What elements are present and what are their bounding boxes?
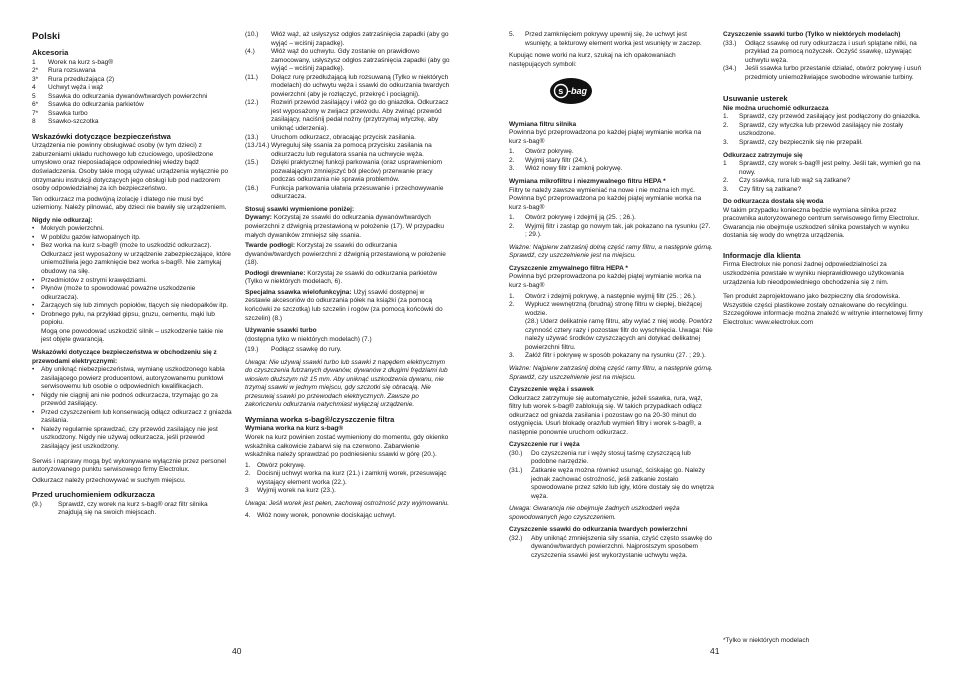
bag-step-5: 5. Przed zamknięciem pokrywy upewnij się, że uchwyt jest wsunięty, a tekturowy element worka jest wsunięty w zaczep. bbox=[509, 31, 702, 47]
bullet-text: Aby uniknąć niebezpieczeństwa, wymianę uszkodzonego kabla zasilającego powierz producentowi, autoryzowanemu punktowi serwisowemu lub osobie o odpowiednich kwalifikacjach. bbox=[41, 366, 225, 391]
nozzle-item bbox=[245, 289, 450, 323]
item-number: 2. bbox=[245, 470, 251, 478]
bullet-text: Przed czyszczeniem lub konserwacją odłącz odkurzacz z gniazda zasilania. bbox=[41, 408, 232, 425]
item-text: Do czyszczenia rur i węży stosuj taśmę czyszczącą lub podobne narzędzie. bbox=[531, 449, 691, 466]
item-number: (34.) bbox=[723, 65, 737, 73]
bullet-icon: • bbox=[32, 233, 35, 241]
item-text: Włóż wąż do uchwytu. Gdy zostanie on prawidłowo zamocowany, usłyszysz odgłos zatrzaśnięcia zapadki (aby go wyjąć – wciśnij zapadkę). bbox=[271, 48, 450, 73]
item-number: (30.) bbox=[509, 449, 523, 457]
bullet-item bbox=[32, 277, 232, 286]
never-list bbox=[32, 225, 232, 328]
list-item bbox=[509, 535, 714, 561]
list-item bbox=[245, 142, 450, 159]
electric-list bbox=[32, 366, 232, 451]
tube-note: Uwaga: Gwarancja nie obejmuje żadnych uszkodzeń węża spowodowanych jego czyszczeniem. bbox=[509, 505, 680, 521]
item-number: (10.) bbox=[245, 31, 259, 38]
list-item bbox=[723, 113, 923, 122]
item-text: Zatkanie węża można również usunąć, ściskając go. Należy jednak zachować ostrożność, jeśli zatkanie zostało spowodowane przez szkło lub igły, które dostały się do wnętrza węża. bbox=[531, 466, 714, 500]
turbo-clean-steps bbox=[723, 40, 923, 83]
item-text: Włóż wąż, aż usłyszysz odgłos zatrzaśnięcia zapadki (aby go wyjąć – wciśnij zapadkę). bbox=[271, 31, 449, 47]
column-3 bbox=[509, 31, 714, 560]
list-item bbox=[245, 487, 450, 496]
bag-heading: Wymiana worka s-bag®/czyszczenie filtra bbox=[245, 414, 395, 424]
bullet-icon: • bbox=[32, 285, 35, 293]
service-text: Serwis i naprawy mogą być wykonywane wyłącznie przez personel autoryzowanego punktu serwisowego firmy Electrolux. bbox=[32, 457, 226, 474]
no-start-list bbox=[723, 113, 923, 147]
nozzle-label: Dywany: bbox=[245, 214, 272, 222]
list-item bbox=[245, 134, 450, 143]
bullet-item bbox=[32, 285, 232, 302]
hose-heading: Czyszczenie węża i ssawek bbox=[509, 386, 594, 394]
page-number-right: 41 bbox=[710, 646, 720, 656]
item-text: Czy filtry są zatkane? bbox=[739, 185, 802, 193]
item-text: Dzięki praktycznej funkcji parkowania (oraz usprawnieniom pozwalającym zmniejszyć ból pleców) przerwanie pracy podczas odkurzania nie sprawia problemów. bbox=[271, 159, 443, 184]
item-number: (31.) bbox=[509, 466, 523, 474]
stops-heading: Odkurzacz zatrzymuje się bbox=[723, 151, 803, 159]
item-text: Funkcja parkowania ułatwia przesuwanie i przechowywanie odkurzacza. bbox=[271, 184, 444, 201]
item-number: 1 bbox=[32, 58, 36, 66]
item-text: Rura rozsuwana bbox=[48, 67, 96, 75]
nozzle-text: Korzystaj ze ssawki do odkurzania parkietów (Tylko w niektórych modelach, 6). bbox=[245, 269, 438, 286]
item-text: Jeśli ssawka turbo przestanie działać, otwórz pokrywę i usuń przedmioty uniemożliwiające swobodne wirowanie turbiny. bbox=[745, 65, 922, 81]
item-number: (9.) bbox=[32, 500, 42, 508]
list-item bbox=[509, 467, 714, 501]
item-number: 6* bbox=[32, 101, 39, 109]
item-text: Wyreguluj siłę ssania za pomocą przycisku zasilania na odkurzaczu lub regulatora ssania na uchwycie węża. bbox=[271, 142, 432, 158]
column-1 bbox=[32, 31, 232, 518]
list-item bbox=[509, 214, 714, 223]
item-number bbox=[509, 318, 525, 352]
bag-step-4: 4. Włóż nowy worek, ponownie dociskając uchwyt. bbox=[245, 512, 396, 520]
bag-text: Worek na kurz powinien zostać wymieniony do momentu, gdy okienko wskaźnika całkowicie zabarwi się na czerwono. Zabarwienie wskaźnika należy sprawdzać po podniesieniu ssawki w górę (20.). bbox=[245, 434, 449, 459]
list-item bbox=[32, 110, 232, 119]
bullet-icon: • bbox=[32, 225, 35, 233]
nozzle-label: Twarde podłogi: bbox=[245, 242, 296, 250]
hepa-steps bbox=[509, 214, 714, 240]
turbo-sub: (dostępna tylko w niektórych modelach) (7.) bbox=[245, 335, 372, 343]
list-item bbox=[509, 165, 714, 174]
bullet-icon: • bbox=[32, 302, 35, 310]
item-number: 2. bbox=[723, 121, 729, 129]
item-text: (28.) Uderz delikatnie ramę filtru, aby wylać z niej wodę. Powtórz czynność cztery razy i pozostaw filtr do wyschnięcia. Uwaga: Nie należy używać środków czyszczących ani dotykać delikatnej powierzchni filtru. bbox=[525, 318, 713, 351]
wash-heading: Czyszczenie zmywalnego filtra HEPA * bbox=[509, 264, 628, 272]
item-number: (13.) bbox=[245, 133, 259, 141]
nozzle-label: Specjalna ssawka wielofunkcyjna: bbox=[245, 288, 352, 296]
before-heading: Przed uruchomieniem odkurzacza bbox=[32, 490, 155, 500]
item-number: 2. bbox=[723, 177, 729, 185]
item-number: (4.) bbox=[245, 48, 255, 56]
list-item bbox=[723, 160, 923, 177]
bullet-item bbox=[32, 225, 232, 234]
item-number: 5 bbox=[32, 92, 36, 100]
language-title: Polski bbox=[32, 31, 60, 42]
bullet-item bbox=[32, 302, 232, 311]
bullet-text: Należy regularnie sprawdzać, czy przewód zasilający nie jest uszkodzony. Nigdy nie używaj odkurzacza, jeśli przewód zasilający jest uszkodzony. bbox=[41, 425, 218, 450]
item-number: (11.) bbox=[245, 73, 258, 81]
svg-text:s: s bbox=[558, 86, 564, 97]
tube-heading: Czyszczenie rur i węża bbox=[509, 441, 580, 449]
info-text: Firma Electrolux nie ponosi żadnej odpowiedzialności za uszkodzenia powstałe w wyniku nieprawidłowego użytkowania urządzenia lub nieodpowiedniego obchodzenia się z nim. bbox=[723, 261, 904, 286]
bullet-text: Nigdy nie ciągnij ani nie podnoś odkurzacza, trzymając go za przewód zasilający. bbox=[41, 391, 218, 408]
never-note: Mogą one powodować uszkodzić silnik – uszkodzenie takie nie jest objęte gwarancją. bbox=[41, 327, 224, 344]
item-text: Dołącz rurę przedłużającą lub rozsuwaną (Tylko w niektórych modelach) do uchwytu węża i ssawki do odkurzania twardych powierzchni (aby je rozłączyć, przekręć i pociągnij). bbox=[271, 73, 450, 98]
item-text: Ssawka turbo bbox=[48, 109, 88, 117]
nozzle-text: Korzystaj ze ssawki do odkurzania dywanów/twardych powierzchni z dźwignią przestawioną w położenie (18). bbox=[245, 242, 446, 267]
water-text: W takim przypadku konieczna będzie wymiana silnika przez pracownika autoryzowanego centrum serwisowego firmy Electrolux. Gwarancja nie obejmuje uszkodzeń silnika powstałych w wyniku dostania się wody do wnętrza urządzenia. bbox=[723, 206, 920, 240]
item-text: Otwórz pokrywę. bbox=[257, 461, 306, 469]
list-item bbox=[509, 352, 714, 361]
list-item bbox=[509, 157, 714, 166]
carpet-steps bbox=[509, 535, 714, 561]
bag-note: Uwaga: Jeśli worek jest pełen, zachowaj ostrożność przy wyjmowaniu. bbox=[245, 499, 450, 507]
item-number: 1. bbox=[245, 461, 251, 469]
bullet-item bbox=[32, 242, 232, 276]
hepa-note: Ważne: Najpierw zatrzaśnij dolną część ramy filtru, a następnie górną. Sprawdź, czy uszczelnienie jest na miejscu. bbox=[509, 243, 713, 260]
bullet-text: Płynów (może to spowodować poważne uszkodzenie odkurzacza). bbox=[41, 285, 196, 301]
turbo-clean-heading: Czyszczenie ssawki turbo (Tylko w niektórych modelach) bbox=[723, 31, 901, 38]
list-item bbox=[723, 40, 923, 66]
item-text: Załóż filtr i pokrywę w sposób pokazany na rysunku (27. ; 29.). bbox=[525, 352, 706, 360]
item-number: 1. bbox=[509, 148, 515, 156]
accessories-heading: Akcesoria bbox=[32, 48, 69, 57]
footnote: *Tylko w niektórych modelach bbox=[723, 637, 810, 644]
bullet-item bbox=[32, 311, 232, 328]
item-number: (32.) bbox=[509, 534, 523, 542]
column-2 bbox=[245, 31, 450, 521]
list-item bbox=[32, 501, 232, 518]
item-number: 2. bbox=[509, 301, 515, 309]
column-4 bbox=[723, 31, 923, 329]
trouble-heading: Usuwanie usterek bbox=[723, 94, 788, 104]
item-text: Wypłucz wewnętrzną (brudną) stronę filtru w ciepłej, bieżącej wodzie. bbox=[525, 301, 702, 317]
water-heading: Do odkurzacza dostała się woda bbox=[723, 198, 824, 206]
item-text: Sprawdź, czy worek s-bag® jest pełny. Jeśli tak, wymień go na nowy. bbox=[739, 160, 921, 176]
carpet-heading: Czyszczenie ssawki do odkurzania twardych powierzchni bbox=[509, 526, 688, 534]
motor-text: Powinna być przeprowadzona po każdej piątej wymianie worka na kurz s-bag® bbox=[509, 129, 702, 145]
no-start-heading: Nie można uruchomić odkurzacza bbox=[723, 104, 829, 112]
item-text: Ssawka do odkurzania parkietów bbox=[48, 101, 144, 109]
list-item bbox=[509, 301, 714, 318]
item-text: Wyjmij filtr i zastąp go nowym tak, jak pokazano na rysunku (27. ; 29.). bbox=[525, 222, 711, 239]
list-item bbox=[245, 159, 450, 185]
item-number: 2. bbox=[509, 222, 515, 230]
list-item bbox=[245, 462, 450, 471]
info-heading: Informacje dla klienta bbox=[723, 250, 801, 260]
item-text: Wyjmij stary filtr (24.). bbox=[525, 156, 588, 164]
list-item bbox=[509, 148, 714, 157]
bullet-text: W pobliżu gazów łatwopalnych itp. bbox=[41, 233, 141, 241]
item-text: Docisnij uchwyt worka na kurz (21.) i zamknij worek, przesuwając wystający element worka (22.). bbox=[257, 470, 447, 486]
item-text: Wyjmij worek na kurz (23.). bbox=[257, 487, 336, 495]
svg-text:-bag: -bag bbox=[568, 86, 587, 97]
item-number: 8 bbox=[32, 118, 36, 126]
item-text: Rozwiń przewód zasilający i włóż go do gniazdka. Odkurzacz jest wyposażony w zwijacz przewodu. Aby zwinąć przewód zasilający, naciśnij pedał nożny (przytrzymaj wtyczkę, aby uniknąć uderzenia). bbox=[271, 99, 449, 133]
item-number: 3 bbox=[245, 487, 249, 495]
bullet-icon: • bbox=[32, 425, 35, 433]
list-item bbox=[245, 470, 450, 487]
list-item bbox=[509, 450, 714, 467]
item-text: Uchwyt węża i wąż bbox=[48, 84, 104, 92]
bag-steps bbox=[245, 462, 450, 496]
nozzles-heading: Stosuj ssawki wymienione poniżej: bbox=[245, 205, 355, 213]
bullet-text: Bez worka na kurz s-bag® (może to uszkodzić odkurzacz). Odkurzacz jest wyposażony w urządzenie zabezpieczające, które uniemożliwia jego zamknięcie bez worka s-bag®. Nie zamykaj obudowy na siłę. bbox=[41, 242, 231, 276]
never-heading: Nigdy nie odkurzaj: bbox=[32, 216, 93, 224]
list-item bbox=[245, 48, 450, 74]
item-number: (15.) bbox=[245, 159, 259, 167]
list-item bbox=[723, 177, 923, 186]
item-number: 1. bbox=[509, 292, 515, 300]
item-number: 4 bbox=[32, 84, 36, 92]
nozzle-label: Podłogi drewniane: bbox=[245, 269, 306, 277]
before-list bbox=[32, 501, 232, 518]
item-number: (33.) bbox=[723, 39, 737, 47]
bullet-icon: • bbox=[32, 408, 35, 416]
bullet-item bbox=[32, 366, 232, 392]
safety-intro: Urządzenia nie powinny obsługiwać osoby (w tym dzieci) z zaburzeniami układu ruchowego lub czuciowego, upośledzone umysłowo oraz nieposiadające odpowiedniej wiedzy bądź doświadczenia. Osoby takie mogą używać urządzenia wyłącznie po otrzymaniu instrukcji dotyczących jego obsługi lub pod nadzorem osoby odpowiedzialnej za ich bezpieczeństwo. bbox=[32, 142, 229, 193]
accessories-list bbox=[32, 59, 232, 127]
bullet-icon: • bbox=[32, 276, 35, 284]
list-item bbox=[32, 84, 232, 93]
hose-text: Odkurzacz zatrzymuje się automatycznie, jeżeli ssawka, rura, wąż, filtry lub worek s-bag® zablokują się. W takich przypadkach odłącz odkurzacz od gniazda zasilania i pozostaw go na 20-30 minut do ostygnięcia. Usuń blokadę oraz/lub wymień filtry i worek s-bag®, a następnie ponownie uruchom odkurzacz. bbox=[509, 394, 703, 436]
item-text: Sprawdź, czy bezpiecznik się nie przepalił. bbox=[739, 138, 863, 146]
list-item bbox=[509, 318, 714, 352]
item-text: Ssawka do odkurzania dywanów/twardych powierzchni bbox=[48, 92, 208, 100]
turbo-heading: Używanie ssawki turbo bbox=[245, 327, 317, 335]
item-text: Ssawko-szczotka bbox=[48, 118, 99, 126]
nozzle-text: Użyj ssawki dostępnej w zestawie akcesoriów do odkurzania półek na książki (za pomocą końcówki ze szczotką) lub szczelin i rogów (za pomocą końcówki do szczelin) (8.) bbox=[245, 288, 443, 322]
list-item bbox=[723, 122, 923, 139]
list-item bbox=[245, 99, 450, 133]
list-item bbox=[509, 223, 714, 240]
wash-steps bbox=[509, 293, 714, 361]
item-number: 2. bbox=[509, 156, 515, 164]
item-number: 2* bbox=[32, 67, 39, 75]
list-item bbox=[723, 65, 923, 82]
hepa-heading: Wymiana mikrofiltru i niezmywalnego filtru HEPA * bbox=[509, 178, 666, 186]
item-text: Sprawdź, czy przewód zasilający jest podłączony do gniazdka. bbox=[739, 113, 921, 121]
item-number: (12.) bbox=[245, 99, 259, 107]
item-number: 3. bbox=[723, 138, 729, 146]
item-text: Otwórz i zdejmij pokrywę, a następnie wyjmij filtr (25. ; 26.). bbox=[525, 292, 697, 300]
buy-text: Kupując nowe worki na kurz, szukaj na ich opakowaniach następujących symboli: bbox=[509, 52, 676, 68]
item-text: Rura przedłużająca (2) bbox=[48, 75, 115, 83]
item-text: Otwórz pokrywę. bbox=[525, 148, 574, 156]
list-item bbox=[32, 76, 232, 85]
item-text: Sprawdź, czy wtyczka lub przewód zasilający nie zostały uszkodzone. bbox=[739, 121, 904, 138]
service-text-2: Odkurzacz należy przechowywać w suchym miejscu. bbox=[32, 476, 186, 484]
hepa-text: Filtry te należy zawsze wymieniać na nowe i nie można ich myć. Powinna być przeprowadzona po każdej piątej wymianie worka na kurz s-bag® bbox=[509, 186, 702, 211]
item-text: Odłącz ssawkę od rury odkurzacza i usuń splątane nitki, na przykład za pomocą nożyczek. Oczyść ssawkę, używając uchwytu węża. bbox=[745, 39, 917, 64]
motor-heading: Wymiana filtru silnika bbox=[509, 120, 577, 128]
page-number-left: 40 bbox=[232, 646, 242, 656]
s-bag-logo-icon bbox=[549, 77, 593, 105]
nozzles-list bbox=[245, 214, 450, 323]
bullet-text: Drobnego pyłu, na przykład gipsu, gruzu, cementu, mąki lub popiołu. bbox=[41, 310, 215, 327]
list-item bbox=[245, 185, 450, 202]
bag-sub: Wymiana worka na kurz s-bag® bbox=[245, 425, 344, 433]
item-text: Sprawdź, czy worek na kurz s-bag® oraz filtr silnika znajdują się na swoich miejscach. bbox=[58, 500, 208, 517]
item-number: 1. bbox=[723, 113, 729, 121]
nozzle-item bbox=[245, 270, 450, 287]
operation-steps bbox=[245, 31, 450, 202]
bullet-icon: • bbox=[32, 242, 35, 250]
list-item bbox=[245, 31, 450, 48]
safety-heading: Wskazówki dotyczące bezpieczeństwa bbox=[32, 131, 171, 141]
list-item bbox=[32, 67, 232, 76]
list-item bbox=[32, 118, 232, 127]
item-number: 7* bbox=[32, 109, 39, 117]
wash-note: Ważne: Najpierw zatrzaśnij dolną część ramy filtru, a następnie górną. Sprawdź, czy uszczelnienie jest na miejscu. bbox=[509, 364, 713, 381]
stops-list bbox=[723, 160, 923, 194]
bullet-icon: • bbox=[32, 366, 35, 374]
item-number: 1. bbox=[509, 214, 515, 222]
bullet-item bbox=[32, 409, 232, 426]
item-text: Włóż nowy filtr i zamknij pokrywę. bbox=[525, 165, 623, 173]
list-item bbox=[723, 139, 923, 148]
info-text-2: Ten produkt zaprojektowano jako bezpieczny dla środowiska. Wszystkie części plastikowe zostały oznakowane do recyklingu. Szczegółowe informacje można znaleźć w witrynie internetowej firmy Electrolux: www.electrolux.com bbox=[723, 293, 923, 326]
bullet-text: Przedmiotów z ostrymi krawędziami. bbox=[41, 276, 147, 284]
tube-steps bbox=[509, 450, 714, 501]
bullet-item bbox=[32, 392, 232, 409]
nozzle-item bbox=[245, 214, 450, 240]
item-text: Czy ssawka, rura lub wąż są zatkane? bbox=[739, 177, 851, 185]
turbo-step: (19.) Podłącz ssawkę do rury. bbox=[245, 346, 342, 354]
list-item bbox=[245, 74, 450, 100]
bullet-item bbox=[32, 426, 232, 452]
item-number: (13./14.) bbox=[245, 142, 270, 150]
item-number: (16.) bbox=[245, 184, 259, 192]
item-number: 1 bbox=[723, 160, 727, 168]
item-text: Uruchom odkurzacz, obracając przycisk zasilania. bbox=[271, 133, 416, 141]
item-number: 3. bbox=[509, 165, 515, 173]
item-number: 3* bbox=[32, 75, 39, 83]
list-item bbox=[32, 59, 232, 68]
list-item bbox=[723, 186, 923, 195]
item-text: Worek na kurz s-bag® bbox=[48, 58, 114, 66]
list-item bbox=[32, 93, 232, 102]
bullet-icon: • bbox=[32, 391, 35, 399]
item-number: 3. bbox=[509, 352, 515, 360]
nozzle-item bbox=[245, 242, 450, 268]
bullet-text: Żarzących się lub zimnych popiołów, tlących się niedopałków itp. bbox=[41, 302, 229, 310]
list-item bbox=[32, 101, 232, 110]
motor-steps bbox=[509, 148, 714, 174]
turbo-note: Uwaga: Nie używaj ssawki turbo lub ssawki z napędem elektrycznym do czyszczenia futrzanych dywanów, dywanów z długimi frędzlami lub włosiem dłuższym niż 15 mm. Aby uniknąć uszkodzenia dywanu, nie trzymaj ssawki w jednym miejscu, gdy szczotki się obracają. Nie przesuwaj ssawki po przewodach elektrycznych. Zawsze po zakończeniu odkurzania natychmiast wyłączaj urządzenie. bbox=[245, 358, 448, 409]
electric-heading: Wskazówki dotyczące bezpieczeństwa w obchodzeniu się z przewodami elektrycznymi: bbox=[32, 348, 217, 365]
item-number: 3. bbox=[723, 185, 729, 193]
bullet-icon: • bbox=[32, 310, 35, 318]
wash-text: Powinna być przeprowadzona po każdej piątej wymianie worka na kurz s-bag® bbox=[509, 273, 702, 290]
item-text: Otwórz pokrywę i zdejmij ją (25. ; 26.). bbox=[525, 214, 636, 222]
nozzle-text: Korzystaj ze ssawki do odkurzania dywanów/twardych powierzchni z dźwignią przestawioną w położenie (17). W przypadku małych dywaników zmniejsz siłę ssania. bbox=[245, 214, 445, 239]
bullet-text: Mokrych powierzchni. bbox=[41, 225, 104, 233]
item-text: Aby uniknąć zmniejszenia siły ssania, czyść często ssawkę do dywanów/twardych powierzchni. Najprostszym sposobem czyszczenia ssawki jest wykorzystanie uchwytu węża. bbox=[531, 534, 712, 559]
safety-intro-2: Ten odkurzacz ma podwójną izolację i dlatego nie musi być uziemiony. Należy pilnować, aby dzieci nie bawiły się urządzeniem. bbox=[32, 195, 227, 212]
list-item bbox=[509, 293, 714, 302]
